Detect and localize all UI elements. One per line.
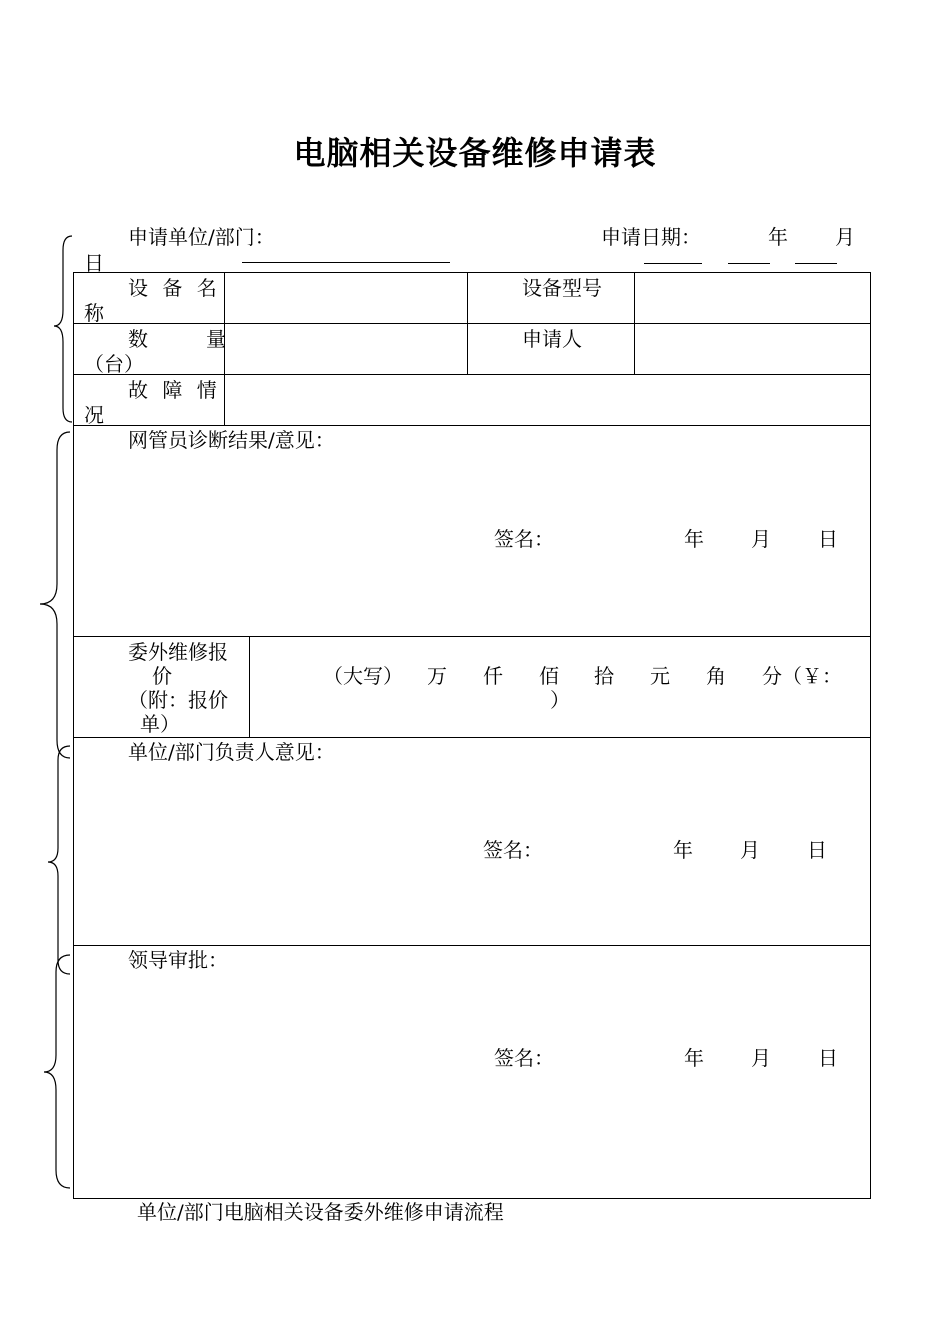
device-name-field[interactable] — [226, 276, 466, 322]
dept-head-label: 单位/部门负责人意见： — [128, 740, 335, 764]
dept-head-year-label: 年 — [673, 838, 693, 862]
section-divider — [73, 737, 871, 738]
quote-unit-shi: 拾 — [594, 664, 614, 688]
quote-unit-yuan: 元 — [650, 664, 670, 688]
date-year-field[interactable] — [644, 263, 702, 264]
date-month-field[interactable] — [728, 263, 770, 264]
column-divider — [249, 636, 250, 737]
brace-top-icon — [54, 236, 72, 422]
row-divider — [73, 323, 871, 324]
date-day-field[interactable] — [795, 263, 837, 264]
device-name-label-cont: 称 — [84, 301, 104, 325]
quantity-label: 数 量 — [128, 327, 232, 351]
row-divider — [73, 374, 871, 375]
quote-label-cont: 价 — [152, 664, 172, 688]
footer-caption: 单位/部门电脑相关设备委外维修申请流程 — [137, 1200, 504, 1224]
diagnosis-day-label: 日 — [818, 527, 838, 551]
date-day-label: 日 — [84, 251, 104, 275]
quantity-field[interactable] — [226, 327, 466, 373]
brace-dept-head-icon — [48, 746, 70, 974]
quote-close-paren: ） — [550, 688, 570, 712]
column-divider — [634, 272, 635, 374]
quote-unit-fen-amount: 分（￥： — [762, 664, 842, 688]
brace-diagnosis-icon — [40, 432, 70, 758]
dept-field[interactable] — [242, 262, 450, 263]
diagnosis-year-label: 年 — [684, 527, 704, 551]
device-name-label: 设 备 名 — [128, 276, 221, 300]
quote-attachment-label: （附：报价 — [128, 688, 228, 712]
page-title: 电脑相关设备维修申请表 — [293, 134, 657, 172]
section-divider — [73, 636, 871, 637]
dept-head-day-label: 日 — [807, 838, 827, 862]
fault-description-field[interactable] — [226, 378, 868, 424]
quote-unit-qian: 仟 — [483, 664, 503, 688]
date-label: 申请日期： — [601, 225, 701, 249]
diagnosis-sign-label: 签名： — [494, 527, 554, 551]
diagnosis-month-label: 月 — [751, 527, 771, 551]
leader-year-label: 年 — [684, 1046, 704, 1070]
section-divider — [73, 945, 871, 946]
dept-label: 申请单位/部门： — [128, 225, 275, 249]
quote-unit-wan: 万 — [427, 664, 447, 688]
quote-unit-bai: 佰 — [539, 664, 559, 688]
leader-month-label: 月 — [751, 1046, 771, 1070]
leader-day-label: 日 — [818, 1046, 838, 1070]
brace-leader-icon — [44, 955, 70, 1188]
quote-attachment-label-cont: 单） — [140, 712, 180, 736]
date-year-label: 年 — [768, 225, 788, 249]
fault-label: 故 障 情 — [128, 378, 221, 402]
quote-label: 委外维修报 — [128, 640, 228, 664]
diagnosis-label: 网管员诊断结果/意见： — [128, 428, 335, 452]
leader-approval-label: 领导审批： — [128, 948, 228, 972]
device-model-label: 设备型号 — [522, 276, 602, 300]
applicant-label: 申请人 — [522, 327, 582, 351]
quote-amount-field[interactable] — [252, 640, 868, 734]
row-divider — [73, 425, 871, 426]
dept-head-sign-label: 签名： — [483, 838, 543, 862]
leader-sign-label: 签名： — [494, 1046, 554, 1070]
date-month-label: 月 — [835, 225, 855, 249]
applicant-field[interactable] — [636, 327, 868, 373]
device-model-field[interactable] — [636, 276, 868, 322]
flow-brace-decoration — [0, 0, 80, 1344]
quote-capital-label: （大写） — [323, 664, 403, 688]
quote-unit-jiao: 角 — [706, 664, 726, 688]
fault-label-cont: 况 — [84, 403, 104, 427]
column-divider — [467, 272, 468, 374]
quantity-label-cont: （台） — [84, 352, 144, 376]
dept-head-month-label: 月 — [740, 838, 760, 862]
